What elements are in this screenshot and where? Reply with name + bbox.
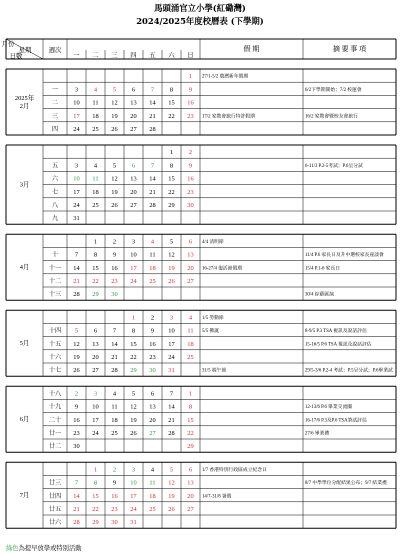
calendar-day: 4	[93, 86, 98, 94]
calendar-day: 20	[130, 188, 137, 196]
month-label: 7月	[19, 492, 30, 500]
calendar-day: 7	[150, 86, 155, 94]
week-number: 十六	[48, 354, 62, 362]
header-weekday: 六	[168, 52, 175, 59]
calendar-day: 16	[73, 416, 80, 424]
holiday-note: 31/5 端午節	[202, 368, 227, 374]
week-number: 三	[51, 112, 59, 120]
calendar-day: 6	[131, 86, 136, 94]
calendar-day: 21	[149, 112, 156, 120]
calendar-title: 2024/2025年度校曆表 (下學期)	[136, 16, 264, 26]
month-label: 4月	[19, 264, 30, 272]
calendar-day: 23	[73, 430, 80, 438]
calendar-day: 20	[149, 416, 156, 424]
week-number: 十九	[48, 403, 62, 411]
calendar-day: 14	[149, 175, 156, 183]
holiday-note: 17/2 家教會旅行特許假期	[202, 114, 255, 120]
calendar-day: 15	[92, 492, 99, 500]
week-number: 十三	[48, 291, 62, 299]
school-calendar-table	[1, 39, 396, 539]
calendar-day: 10	[73, 175, 80, 183]
calendar-day: 2	[74, 390, 79, 398]
calendar-day: 23	[111, 278, 118, 286]
week-number: 十一	[48, 264, 62, 272]
calendar-day: 4	[93, 162, 98, 170]
header-weekday-label: 星期	[18, 47, 32, 54]
calendar-day: 3	[169, 314, 174, 322]
calendar-day: 19	[111, 112, 118, 120]
calendar-day: 8	[188, 403, 193, 411]
calendar-day: 23	[187, 112, 194, 120]
calendar-day: 19	[111, 188, 118, 196]
calendar-day: 2	[112, 466, 117, 474]
calendar-day: 1	[93, 466, 98, 474]
calendar-day: 26	[130, 430, 137, 438]
calendar-day: 5	[131, 390, 136, 398]
calendar-day: 10	[130, 251, 137, 259]
calendar-day: 14	[73, 492, 80, 500]
calendar-day: 11	[149, 479, 156, 487]
calendar-day: 24	[92, 430, 99, 438]
calendar-day: 9	[188, 162, 193, 170]
summary-note: 8-9/5 P.3 TSA 視訊及說話評估	[305, 329, 367, 335]
summary-note: 12-13/6 P.6 畢業交流團	[305, 405, 353, 411]
calendar-day: 7	[74, 479, 79, 487]
calendar-day: 6	[131, 162, 136, 170]
calendar-day: 17	[73, 188, 80, 196]
calendar-day: 29	[92, 519, 99, 527]
calendar-day: 24	[130, 506, 137, 514]
calendar-day: 18	[92, 112, 99, 120]
week-number: 十八	[48, 390, 62, 398]
calendar-day: 13	[187, 479, 194, 487]
calendar-day: 23	[111, 506, 118, 514]
calendar-day: 11	[149, 251, 156, 259]
calendar-day: 4	[112, 390, 117, 398]
header-month: 月份	[1, 41, 15, 48]
calendar-day: 21	[73, 506, 80, 514]
week-number: 七	[51, 188, 59, 196]
calendar-day: 26	[111, 126, 118, 134]
calendar-day: 4	[150, 466, 155, 474]
calendar-day: 8	[169, 162, 174, 170]
calendar-day: 14	[168, 403, 175, 411]
calendar-day: 11	[92, 175, 99, 183]
calendar-day: 8	[93, 479, 98, 487]
calendar-day: 18	[187, 340, 194, 348]
calendar-day: 18	[149, 264, 156, 272]
calendar-day: 15	[92, 264, 99, 272]
calendar-day: 5	[74, 327, 79, 335]
calendar-day: 28	[168, 430, 175, 438]
calendar-day: 7	[74, 251, 79, 259]
calendar-day: 3	[131, 466, 136, 474]
calendar-day: 5	[169, 466, 174, 474]
calendar-day: 18	[149, 492, 156, 500]
calendar-day: 13	[130, 175, 137, 183]
calendar-day: 4	[150, 238, 155, 246]
week-number: 十二	[48, 278, 62, 286]
calendar-day: 12	[111, 175, 118, 183]
calendar-day: 26	[73, 367, 80, 375]
calendar-day: 3	[74, 86, 79, 94]
month-label: 2025年	[14, 95, 35, 102]
calendar-day: 6	[93, 327, 98, 335]
calendar-day: 31	[168, 367, 175, 375]
week-number: 廿二	[48, 443, 62, 451]
calendar-day: 27	[92, 367, 99, 375]
month-label: 3月	[19, 181, 30, 189]
holiday-note: 1/7 香港特別行政區成立紀念日	[202, 467, 267, 473]
calendar-day: 28	[73, 291, 80, 299]
calendar-day: 19	[73, 354, 80, 362]
calendar-day: 13	[92, 340, 99, 348]
week-number: 十七	[48, 367, 62, 375]
calendar-day: 22	[92, 278, 99, 286]
calendar-day: 26	[168, 278, 175, 286]
week-number: 八	[51, 202, 59, 210]
calendar-day: 31	[73, 215, 80, 223]
calendar-day: 7	[112, 327, 117, 335]
week-number: 廿四	[48, 492, 62, 500]
calendar-day: 3	[74, 162, 79, 170]
calendar-day: 20	[187, 492, 194, 500]
calendar-day: 28	[149, 202, 156, 210]
calendar-day: 29	[187, 443, 194, 451]
calendar-day: 13	[130, 99, 137, 107]
calendar-day: 22	[92, 506, 99, 514]
calendar-day: 7	[150, 162, 155, 170]
month-label: 6月	[19, 416, 30, 424]
summary-note: 30/4 綜藝匯演	[305, 292, 334, 298]
header-weekday: 四	[130, 52, 137, 59]
holiday-note: 14/7-31/8 暑假	[202, 494, 232, 500]
calendar-day: 27	[149, 430, 156, 438]
calendar-day: 25	[187, 354, 194, 362]
calendar-day: 30	[73, 443, 80, 451]
calendar-day: 17	[92, 416, 99, 424]
calendar-day: 10	[92, 403, 99, 411]
calendar-day: 10	[168, 327, 175, 335]
calendar-day: 20	[187, 264, 194, 272]
calendar-day: 26	[168, 506, 175, 514]
calendar-day: 19	[168, 492, 175, 500]
legend-colored-text: 綠色	[6, 545, 19, 552]
calendar-day: 5	[112, 162, 117, 170]
month-label: 2月	[19, 103, 30, 110]
calendar-day: 15	[130, 340, 137, 348]
calendar-day: 6	[188, 466, 193, 474]
calendar-day: 22	[130, 354, 137, 362]
calendar-day: 5	[169, 238, 174, 246]
header-days-label: 日數	[9, 53, 23, 60]
summary-note: 11/4 P.6 家長日及升中選校家長座談會	[305, 253, 384, 259]
summary-note: 15-16/5 P.6 TSA 視訊及說話評估	[305, 342, 372, 348]
calendar-day: 30	[187, 202, 194, 210]
calendar-day: 21	[168, 416, 175, 424]
legend	[6, 543, 82, 552]
calendar-day: 11	[187, 327, 194, 335]
week-number: 六	[51, 175, 59, 183]
calendar-day: 6	[188, 238, 193, 246]
calendar-day: 4	[188, 314, 193, 322]
calendar-day: 8	[93, 251, 98, 259]
calendar-day: 19	[130, 416, 137, 424]
holiday-note: 1/5 勞動節	[202, 315, 224, 321]
header-weekday: 日	[187, 52, 194, 59]
week-number: 廿六	[48, 519, 62, 527]
calendar-day: 13	[187, 251, 194, 259]
calendar-day: 12	[73, 340, 80, 348]
week-number: 四	[51, 126, 59, 134]
calendar-day: 25	[149, 278, 156, 286]
calendar-day: 27	[130, 126, 137, 134]
summary-note: 6/2下學期開始；7/2 校運會	[305, 87, 362, 93]
calendar-day: 29	[130, 367, 137, 375]
calendar-day: 2	[112, 238, 117, 246]
calendar-day: 29	[92, 291, 99, 299]
calendar-day: 12	[130, 403, 137, 411]
calendar-day: 21	[111, 354, 118, 362]
calendar-day: 15	[168, 175, 175, 183]
calendar-day: 27	[187, 506, 194, 514]
calendar-day: 1	[93, 238, 98, 246]
calendar-day: 25	[92, 126, 99, 134]
calendar-day: 15	[187, 416, 194, 424]
calendar-day: 15	[168, 99, 175, 107]
calendar-day: 14	[149, 99, 156, 107]
week-number: 廿五	[48, 506, 62, 514]
calendar-day: 12	[111, 99, 118, 107]
calendar-day: 10	[73, 99, 80, 107]
summary-note: 29/5-3/6 P.2-4 考試；P.5呈分試；P.6畢業試	[305, 368, 393, 374]
calendar-day: 18	[111, 416, 118, 424]
calendar-day: 28	[111, 367, 118, 375]
calendar-day: 3	[131, 238, 136, 246]
calendar-day: 14	[73, 264, 80, 272]
summary-note: 15/4 P.1-6 家長日	[305, 266, 341, 272]
calendar-day: 23	[149, 354, 156, 362]
calendar-day: 17	[130, 264, 137, 272]
calendar-day: 1	[169, 149, 174, 157]
holiday-note: 27/1-5/2 農曆新年假期	[202, 74, 249, 80]
week-number: 十四	[48, 327, 62, 335]
calendar-day: 16	[149, 340, 156, 348]
summary-note: 6-11/3 P.2-5考試；P.6呈分試	[305, 163, 363, 169]
header-weekday: 三	[111, 52, 118, 59]
calendar-day: 12	[168, 251, 175, 259]
holiday-note: 16-27/4 復活節假期	[202, 266, 243, 272]
calendar-day: 16	[111, 492, 118, 500]
school-name: 馬頭涌官立小學(紅磡灣)	[154, 3, 246, 13]
calendar-day: 22	[168, 112, 175, 120]
calendar-day: 29	[168, 202, 175, 210]
calendar-day: 22	[187, 430, 194, 438]
calendar-day: 24	[168, 354, 175, 362]
summary-note: 16-17/6 P.3及P.6 TSA筆試評估	[305, 418, 367, 424]
calendar-day: 28	[149, 126, 156, 134]
calendar-day: 25	[92, 202, 99, 210]
calendar-day: 3	[93, 390, 98, 398]
calendar-day: 24	[130, 278, 137, 286]
calendar-day: 9	[188, 86, 193, 94]
header-holidays: 假 期	[243, 45, 260, 53]
calendar-day: 25	[149, 506, 156, 514]
week-number: 一	[51, 86, 59, 94]
week-number: 廿一	[48, 430, 62, 438]
calendar-day: 28	[73, 519, 80, 527]
calendar-day: 8	[169, 86, 174, 94]
month-label: 5月	[19, 340, 30, 348]
calendar-day: 2	[188, 149, 193, 157]
calendar-day: 14	[111, 340, 118, 348]
calendar-day: 30	[111, 519, 118, 527]
calendar-day: 30	[111, 291, 118, 299]
calendar-day: 25	[111, 430, 118, 438]
calendar-day: 16	[111, 264, 118, 272]
summary-note: 27/6 畢業禮	[305, 431, 330, 437]
week-number: 二十	[48, 416, 62, 424]
calendar-day: 27	[130, 202, 137, 210]
calendar-day: 11	[92, 99, 99, 107]
calendar-day: 18	[92, 188, 99, 196]
calendar-day: 11	[111, 403, 118, 411]
calendar-day: 1	[131, 314, 136, 322]
calendar-day: 17	[168, 340, 175, 348]
calendar-day: 1	[188, 73, 193, 81]
calendar-day: 5	[112, 86, 117, 94]
calendar-day: 30	[149, 367, 156, 375]
calendar-day: 9	[74, 403, 79, 411]
calendar-day: 7	[169, 390, 174, 398]
calendar-day: 9	[150, 327, 155, 335]
header-weekday: 五	[149, 52, 156, 59]
calendar-day: 31	[130, 519, 137, 527]
calendar-day: 13	[149, 403, 156, 411]
calendar-day: 8	[131, 327, 136, 335]
calendar-day: 12	[168, 479, 175, 487]
calendar-day: 17	[130, 492, 137, 500]
calendar-day: 20	[92, 354, 99, 362]
calendar-day: 21	[149, 188, 156, 196]
calendar-day: 9	[112, 251, 117, 259]
calendar-day: 19	[168, 264, 175, 272]
calendar-day: 23	[187, 188, 194, 196]
week-number: 十五	[48, 340, 62, 348]
calendar-day: 21	[73, 278, 80, 286]
calendar-day: 1	[188, 390, 193, 398]
calendar-day: 10	[130, 479, 137, 487]
week-number: 十	[51, 251, 59, 259]
calendar-day: 17	[73, 112, 80, 120]
calendar-day: 24	[73, 202, 80, 210]
calendar-day: 20	[130, 112, 137, 120]
holiday-note: 4/4 清明節	[202, 239, 224, 245]
summary-note: 16/2 家教會暨校友會旅行	[305, 114, 358, 120]
calendar-day: 27	[187, 278, 194, 286]
calendar-day: 2	[150, 314, 155, 322]
legend-text: 為提早放學或特別活動	[18, 545, 82, 552]
calendar-day: 22	[168, 188, 175, 196]
week-number: 二	[51, 99, 59, 107]
holiday-note: 5/5 佛誕	[202, 329, 219, 335]
summary-note: 8/7 中學學位分配結果公布；9/7 結業禮	[305, 481, 387, 487]
header-weekday: 二	[92, 52, 99, 59]
calendar-day: 6	[150, 390, 155, 398]
calendar-day: 24	[73, 126, 80, 134]
calendar-day: 16	[187, 175, 194, 183]
week-number: 九	[51, 215, 59, 223]
header-weekday: 一	[73, 52, 80, 59]
week-number: 五	[51, 162, 59, 170]
header-week: 週次	[48, 47, 62, 54]
calendar-day: 26	[111, 202, 118, 210]
header-summary: 摘 要 事 項	[332, 45, 367, 53]
week-number: 廿三	[48, 479, 62, 487]
calendar-day: 16	[187, 99, 194, 107]
calendar-day: 9	[112, 479, 117, 487]
